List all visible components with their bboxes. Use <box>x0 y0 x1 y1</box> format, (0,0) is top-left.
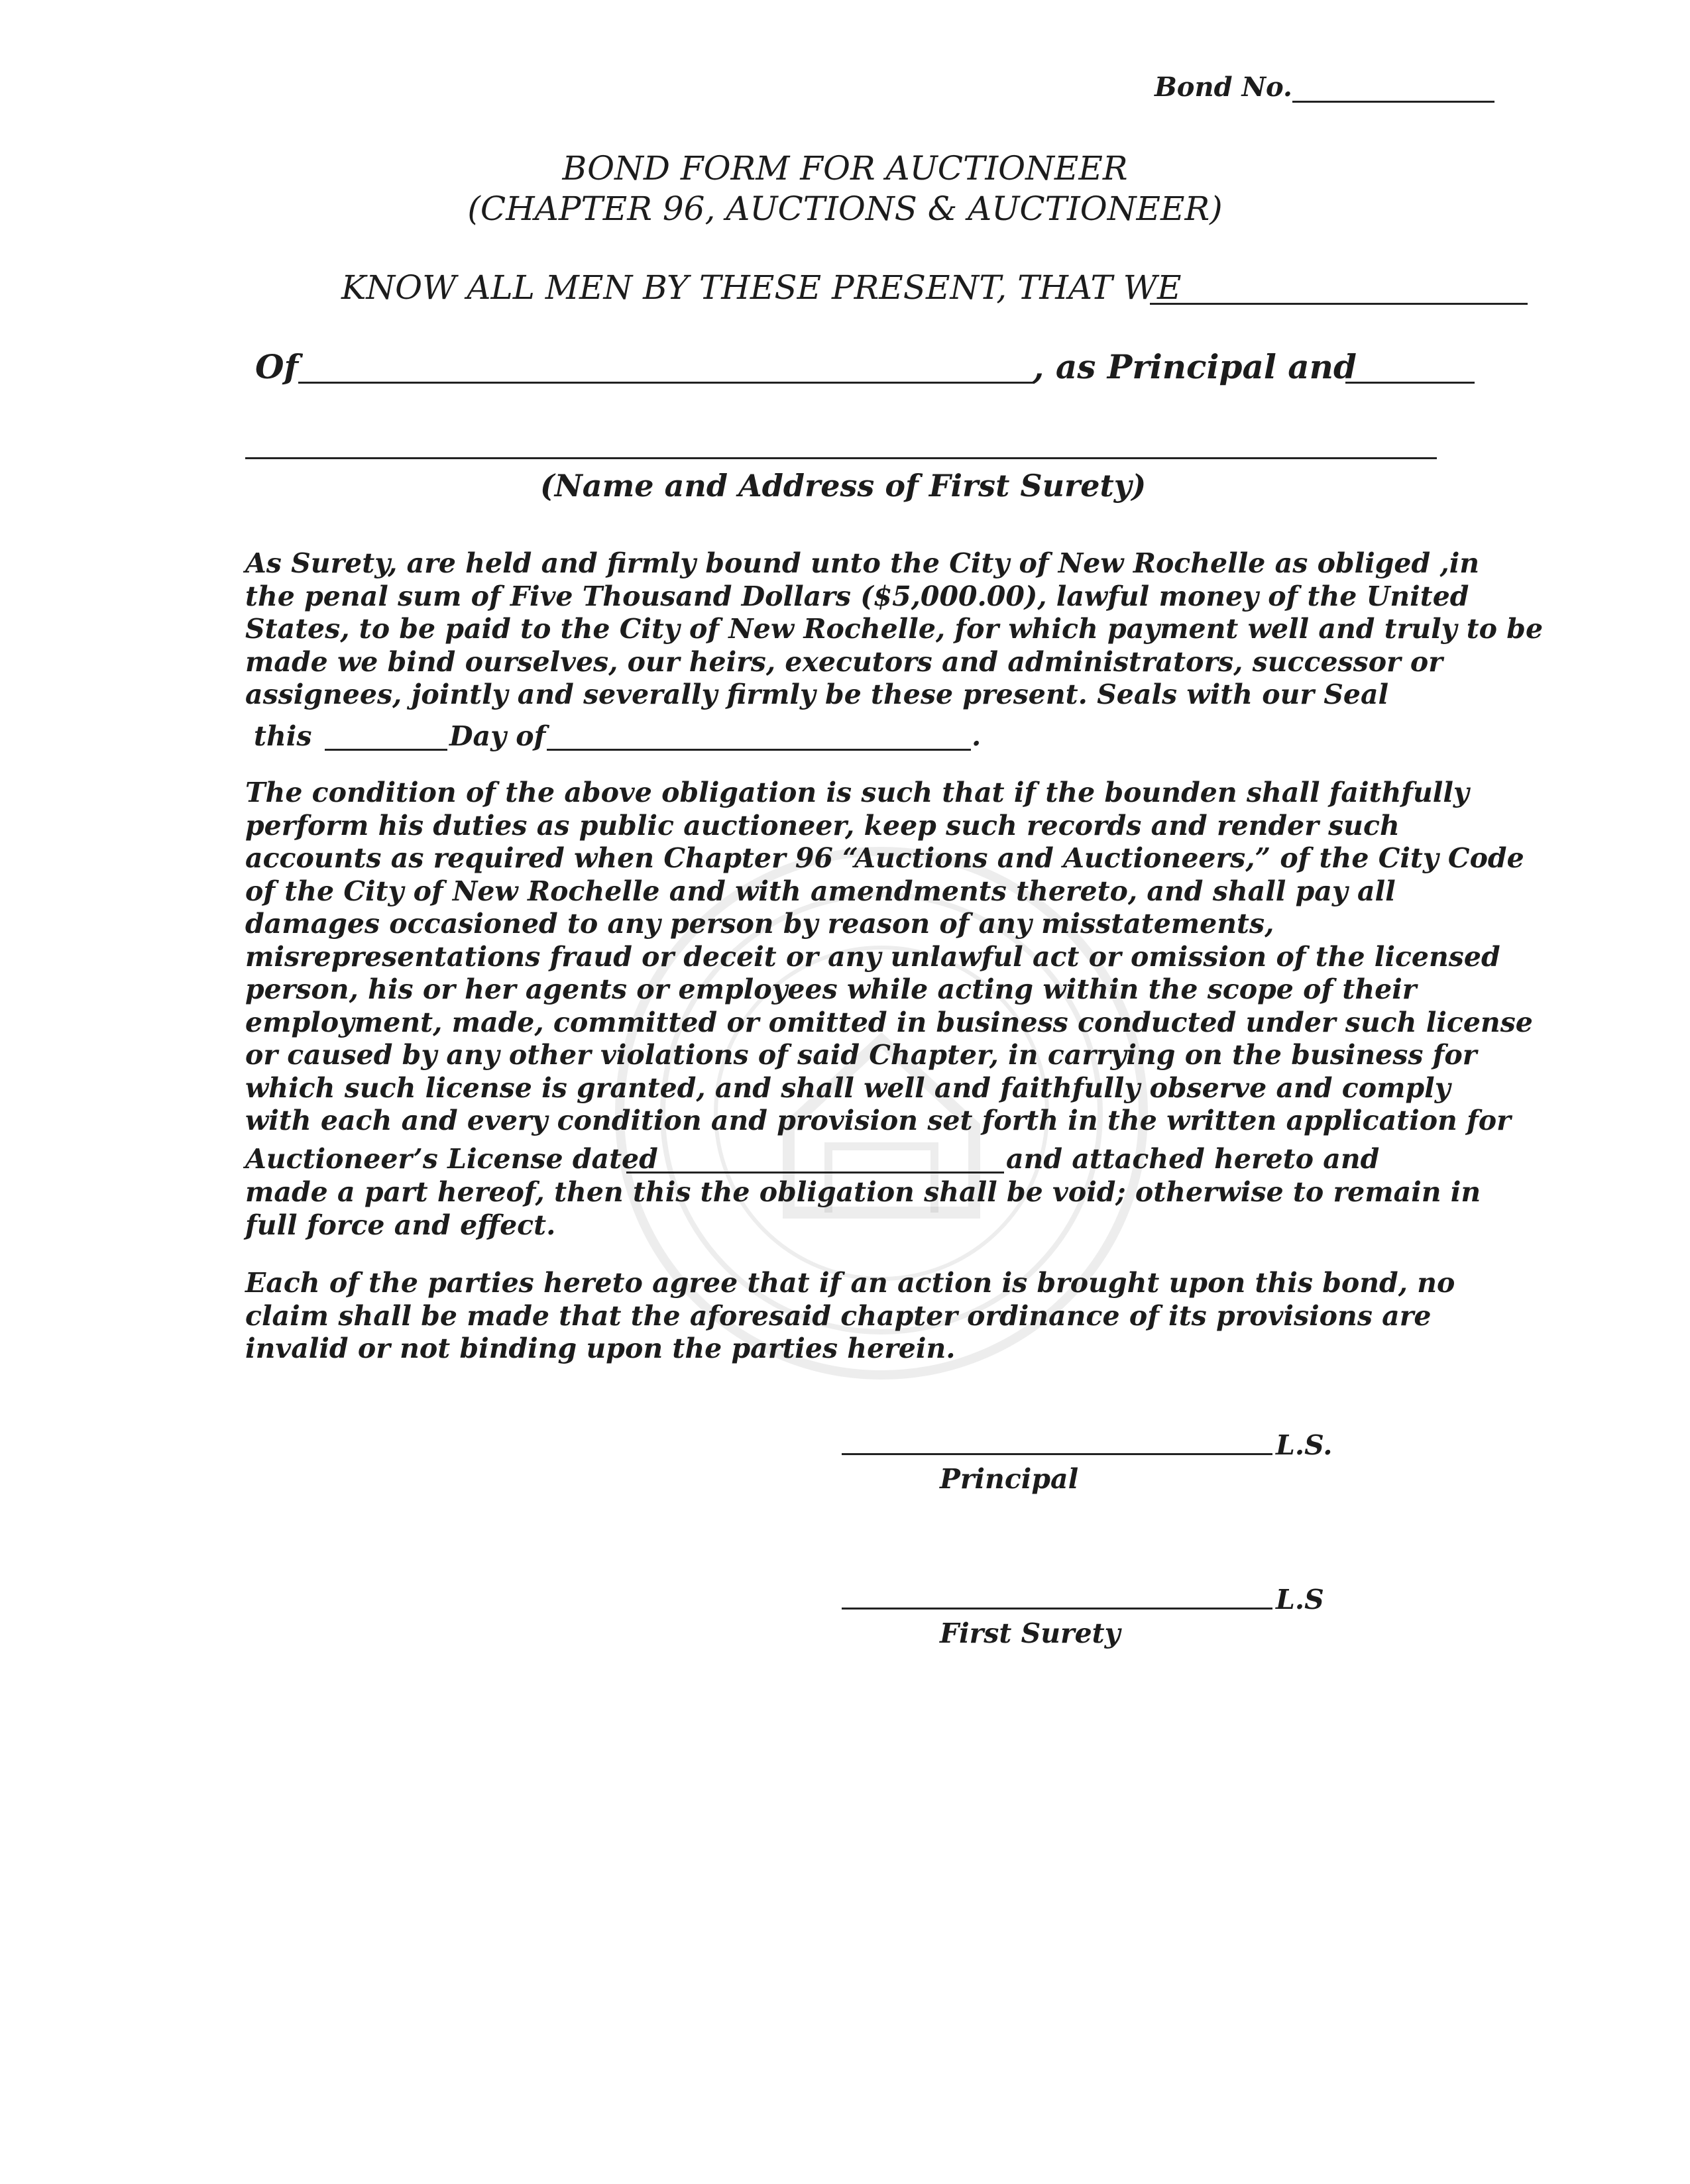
paragraph-line: employment, made, committed or omitted in business conducted under such license <box>245 1006 1533 1038</box>
paragraph-line: damages occasioned to any person by reason of any misstatements, <box>245 908 1274 940</box>
attached-label: and attached hereto and <box>1006 1143 1380 1175</box>
surety-name-field-start[interactable] <box>1345 353 1475 384</box>
day-field[interactable] <box>325 722 447 751</box>
license-date-field[interactable] <box>626 1145 1004 1174</box>
paragraph-line: misrepresentations fraud or deceit or any unlawful act or omission of the licensed <box>245 940 1500 973</box>
first-surety-label: First Surety <box>940 1617 1121 1649</box>
license-dated-label: Auctioneer’s License dated <box>245 1143 658 1175</box>
principal-signature-line[interactable] <box>842 1428 1272 1455</box>
paragraph-line: assignees, jointly and severally firmly be these present. Seals with our Seal <box>245 679 1389 710</box>
paragraph-line: the penal sum of Five Thousand Dollars ($5,000.00), lawful money of the United <box>245 580 1469 612</box>
paragraph-line: Each of the parties hereto agree that if an action is brought upon this bond, no <box>245 1267 1455 1299</box>
paragraph-line: accounts as required when Chapter 96 “Auctions and Auctioneers,” of the City Code <box>245 842 1524 874</box>
condition-paragraph-tail <box>245 1176 1481 1242</box>
day-of-label: Day of <box>449 720 546 752</box>
paragraph-line: States, to be paid to the City of New Rochelle, for which payment well and truly to be <box>245 613 1544 645</box>
form-title-line2: (CHAPTER 96, AUCTIONS & AUCTIONEER) <box>467 190 1223 228</box>
paragraph-line: which such license is granted, and shall well and faithfully observe and comply <box>245 1071 1451 1104</box>
condition-paragraph <box>245 777 1533 1138</box>
paragraph-line: person, his or her agents or employees while acting within the scope of their <box>245 973 1417 1005</box>
paragraph-line: made a part hereof, then this the obligation shall be void; otherwise to remain in <box>245 1176 1481 1208</box>
bond-number-field[interactable] <box>1292 73 1494 103</box>
form-title-line1: BOND FORM FOR AUCTIONEER <box>562 149 1128 188</box>
bond-number-label: Bond No. <box>1155 72 1292 103</box>
surety-ls-label: L.S <box>1276 1584 1324 1615</box>
paragraph-line: made we bind ourselves, our heirs, executors and administrators, successor or <box>245 645 1443 678</box>
principal-label: Principal <box>940 1463 1079 1495</box>
principal-ls-label: L.S. <box>1276 1429 1333 1461</box>
paragraph-line: with each and every condition and provision set forth in the written application for <box>245 1105 1511 1136</box>
this-label: this <box>254 720 312 752</box>
as-principal-and-label: , as Principal and <box>1033 347 1357 386</box>
know-all-men-label: KNOW ALL MEN BY THESE PRESENT, THAT WE <box>341 268 1182 307</box>
paragraph-line: of the City of New Rochelle and with amendments thereto, and shall pay all <box>245 875 1396 907</box>
paragraph-line: As Surety, are held and firmly bound unto the City of New Rochelle as obliged ,in <box>245 547 1480 579</box>
surety-signature-line[interactable] <box>842 1582 1272 1610</box>
principal-address-field[interactable] <box>298 353 1034 384</box>
paragraph-line: perform his duties as public auctioneer, keep such records and render such <box>245 809 1400 842</box>
first-surety-name-address-field[interactable] <box>245 431 1437 459</box>
paragraph-line: full force and effect. <box>245 1209 556 1241</box>
principal-names-field[interactable] <box>1150 273 1528 305</box>
paragraph-line: The condition of the above obligation is such that if the bounden shall faithfully <box>245 777 1469 808</box>
surety-caption: (Name and Address of First Surety) <box>540 468 1147 504</box>
surety-paragraph <box>245 547 1544 712</box>
agreement-paragraph <box>245 1267 1455 1366</box>
paragraph-line: invalid or not binding upon the parties herein. <box>245 1333 956 1364</box>
paragraph-line: or caused by any other violations of said Chapter, in carrying on the business for <box>245 1039 1477 1071</box>
paragraph-line: claim shall be made that the aforesaid chapter ordinance of its provisions are <box>245 1299 1432 1332</box>
month-year-field[interactable] <box>547 722 971 751</box>
of-label: Of <box>255 347 299 386</box>
period: . <box>972 720 982 752</box>
